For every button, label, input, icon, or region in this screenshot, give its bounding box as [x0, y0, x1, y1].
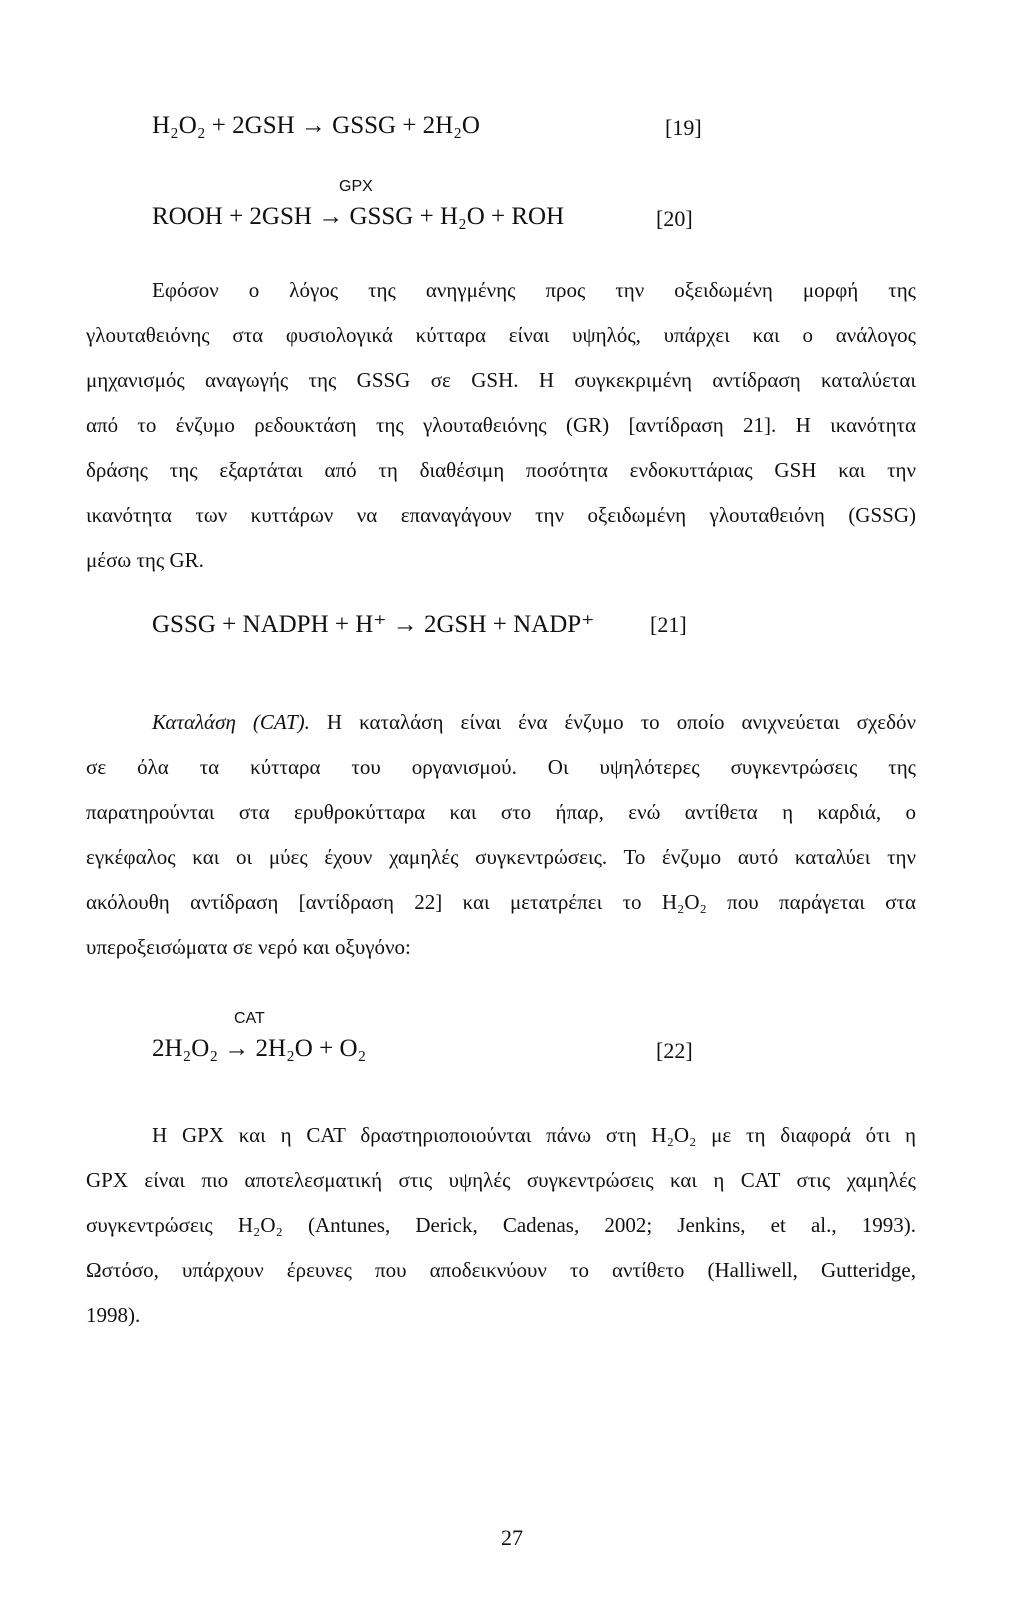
- equation-19-number: [19]: [665, 115, 702, 140]
- paragraph-glutathione-reductase: [86, 268, 916, 583]
- paragraph-line: μέσω της GR.: [86, 548, 204, 572]
- equation-20-number: [20]: [656, 206, 693, 231]
- equation-20-enzyme: GPX: [339, 178, 373, 195]
- paragraph-line: Η GPX και η CAT δραστηριοποιούνται πάνω στη H₂O₂ με τη διαφορά ότι η: [152, 1123, 916, 1147]
- paragraph-line: GPX είναι πιο αποτελεσματική στις υψηλές συγκεντρώσεις και η CAT στις χαμηλές: [86, 1168, 916, 1192]
- paragraph-line: σε όλα τα κύτταρα του οργανισμού. Οι υψηλότερες συγκεντρώσεις της: [86, 755, 916, 779]
- paragraph-line: από το ένζυμο ρεδουκτάση της γλουταθειόνης (GR) [αντίδραση 21]. Η ικανότητα: [86, 413, 916, 437]
- paragraph-line: Ωστόσο, υπάρχουν έρευνες που αποδεικνύουν το αντίθετο (Halliwell, Gutteridge,: [86, 1258, 916, 1282]
- equation-20: ROOH + 2GSH → GSSG + H₂O + ROH: [152, 203, 565, 230]
- equation-19: H₂O₂ + 2GSH → GSSG + 2H₂O: [152, 112, 480, 139]
- equation-22-number: [22]: [656, 1038, 693, 1063]
- paragraph-line: υπεροξεισώματα σε νερό και οξυγόνο:: [86, 935, 411, 959]
- paragraph-line: Εφόσον ο λόγος της ανηγμένης προς την οξειδωμένη μορφή της: [152, 278, 916, 302]
- paragraph-text: Η καταλάση είναι ένα ένζυμο το οποίο ανιχνεύεται σχεδόν: [326, 710, 916, 734]
- paragraph-line: παρατηρούνται στα ερυθροκύτταρα και στο ήπαρ, ενώ αντίθετα η καρδιά, ο: [86, 800, 916, 824]
- paragraph-line: μηχανισμός αναγωγής της GSSG σε GSH. Η συγκεκριμένη αντίδραση καταλύεται: [86, 368, 916, 392]
- catalase-heading: Καταλάση (CAT).: [152, 710, 310, 734]
- equation-22: 2H₂O₂ → 2H₂O + O₂: [152, 1035, 367, 1062]
- paragraph-line: συγκεντρώσεις H₂O₂ (Antunes, Derick, Cadenas, 2002; Jenkins, et al., 1993).: [86, 1213, 916, 1237]
- paragraph-line: δράσης της εξαρτάται από τη διαθέσιμη ποσότητα ενδοκυττάριας GSH και την: [86, 458, 916, 482]
- paragraph-line: ακόλουθη αντίδραση [αντίδραση 22] και μετατρέπει το H₂O₂ που παράγεται στα: [86, 890, 916, 914]
- paragraph-line: 1998).: [86, 1303, 141, 1327]
- paragraph-catalase: [86, 700, 916, 970]
- page-number: 27: [501, 1525, 523, 1550]
- equation-22-enzyme: CAT: [234, 1010, 265, 1027]
- equation-21-number: [21]: [650, 612, 687, 637]
- paragraph-line: εγκέφαλος και οι μύες έχουν χαμηλές συγκεντρώσεις. Το ένζυμο αυτό καταλύει την: [86, 845, 916, 869]
- paragraph-gpx-cat: [86, 1113, 916, 1338]
- paragraph-line: γλουταθειόνης στα φυσιολογικά κύτταρα είναι υψηλός, υπάρχει και ο ανάλογος: [86, 323, 916, 347]
- paragraph-line: [86, 700, 916, 745]
- equation-21: GSSG + NADPH + H⁺ → 2GSH + NADP⁺: [152, 611, 595, 638]
- paragraph-line: ικανότητα των κυττάρων να επαναγάγουν την οξειδωμένη γλουταθειόνη (GSSG): [86, 503, 916, 527]
